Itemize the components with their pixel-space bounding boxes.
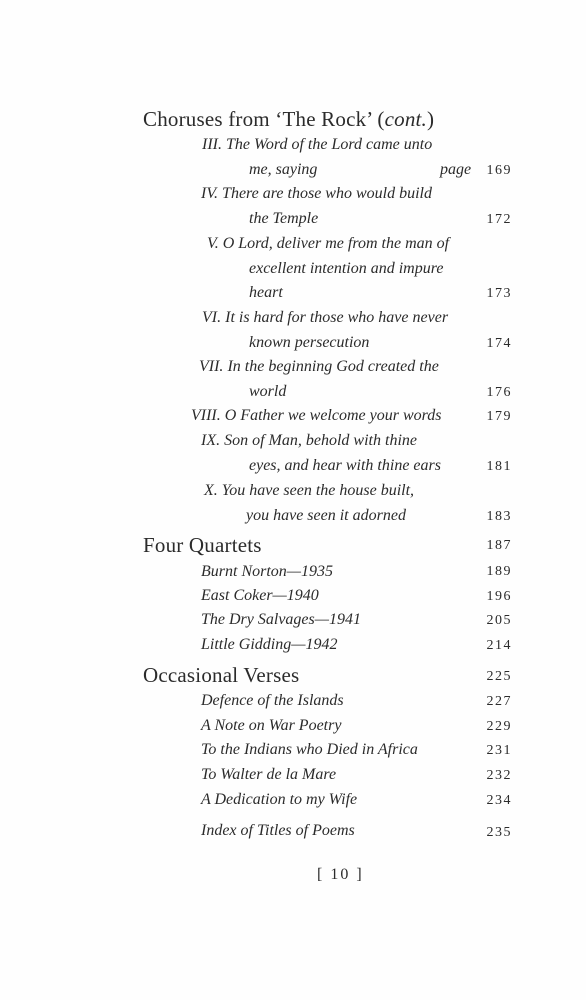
- page-folio: [ 10 ]: [317, 866, 364, 883]
- page-number: 214: [486, 638, 512, 653]
- toc-entry-ix: [201, 432, 417, 450]
- page-number: 189: [486, 564, 512, 579]
- toc-entry-v-cont: excellent intention and impure: [249, 260, 444, 277]
- toc-entry-viii: [191, 407, 441, 425]
- page-number: 232: [486, 768, 512, 783]
- toc-entry-v: [207, 235, 449, 253]
- toc-entry-iii: [202, 136, 432, 154]
- section-heading-occasional-verses: Occasional Verses: [143, 663, 300, 687]
- toc-entry-x: [204, 482, 414, 500]
- page-number: 183: [486, 509, 512, 524]
- toc-entry-note-on-war-poetry: A Note on War Poetry: [201, 717, 342, 734]
- page-number: 176: [486, 385, 512, 400]
- entry-text: The Word of the Lord came unto: [225, 136, 433, 153]
- toc-entry-v-cont2: heart: [249, 284, 283, 301]
- page-number: 173: [486, 286, 512, 301]
- toc-entry-walter-de-la-mare: To Walter de la Mare: [201, 766, 337, 783]
- toc-entry-burnt-norton: Burnt Norton—1935: [201, 563, 334, 580]
- entry-text: In the beginning God created the: [227, 358, 439, 375]
- entry-numeral: X.: [204, 482, 218, 499]
- page-number: 187: [486, 538, 512, 553]
- entry-numeral: VII.: [199, 358, 224, 375]
- page-number: 174: [486, 336, 512, 351]
- toc-entry-vii: [199, 358, 439, 376]
- section-heading-choruses: [143, 107, 434, 132]
- section-heading-four-quartets: Four Quartets: [143, 533, 262, 557]
- entry-text: There are those who would build: [222, 185, 432, 202]
- page-number: 179: [486, 409, 512, 424]
- page-number: 169: [486, 163, 512, 178]
- toc-entry-little-gidding: Little Gidding—1942: [201, 636, 338, 653]
- entry-text: It is hard for those who have never: [225, 309, 449, 326]
- entry-numeral: III.: [202, 136, 222, 153]
- toc-entry-iv-cont: the Temple: [249, 210, 319, 227]
- entry-text: O Father we welcome your words: [224, 407, 442, 424]
- page-number: 231: [486, 743, 512, 758]
- entry-text: You have seen the house built,: [221, 482, 415, 499]
- entry-numeral: IX.: [201, 432, 221, 449]
- heading-text: Choruses from ‘The Rock’ (: [143, 107, 385, 131]
- page-word: page: [440, 161, 472, 178]
- page-number: 235: [486, 825, 512, 840]
- entry-numeral: IV.: [201, 185, 219, 202]
- toc-entry-index: Index of Titles of Poems: [201, 822, 355, 839]
- entry-numeral: VI.: [202, 309, 222, 326]
- page-number: 196: [486, 589, 512, 604]
- entry-text: me, saying: [249, 161, 318, 178]
- toc-entry-vii-cont: world: [249, 383, 287, 400]
- page-number: 181: [486, 459, 512, 474]
- entry-numeral: V.: [207, 235, 219, 252]
- toc-entry-ix-cont: eyes, and hear with thine ears: [249, 457, 441, 474]
- toc-entry-indians-who-died: To the Indians who Died in Africa: [201, 741, 418, 758]
- entry-text: O Lord, deliver me from the man of: [222, 235, 450, 252]
- toc-entry-vi: [202, 309, 448, 327]
- heading-close: ): [427, 107, 435, 131]
- page-number: 225: [486, 669, 512, 684]
- page-number: 205: [486, 613, 512, 628]
- page-number: 227: [486, 694, 512, 709]
- page-number: 229: [486, 719, 512, 734]
- toc-entry-vi-cont: known persecution: [249, 334, 370, 351]
- entry-text: Son of Man, behold with thine: [224, 432, 417, 449]
- toc-entry-dry-salvages: The Dry Salvages—1941: [201, 611, 361, 628]
- toc-entry-x-cont: you have seen it adorned: [246, 507, 406, 524]
- page-number: 172: [486, 212, 512, 227]
- page-number: 234: [486, 793, 512, 808]
- toc-entry-east-coker: East Coker—1940: [201, 587, 319, 604]
- toc-entry-iv: [201, 185, 432, 203]
- heading-cont: cont.: [384, 107, 427, 131]
- toc-entry-dedication-to-my-wife: A Dedication to my Wife: [201, 791, 358, 808]
- toc-entry-defence-of-the-islands: Defence of the Islands: [201, 692, 344, 709]
- entry-numeral: VIII.: [191, 407, 221, 424]
- toc-entry-iii-cont: [249, 161, 317, 179]
